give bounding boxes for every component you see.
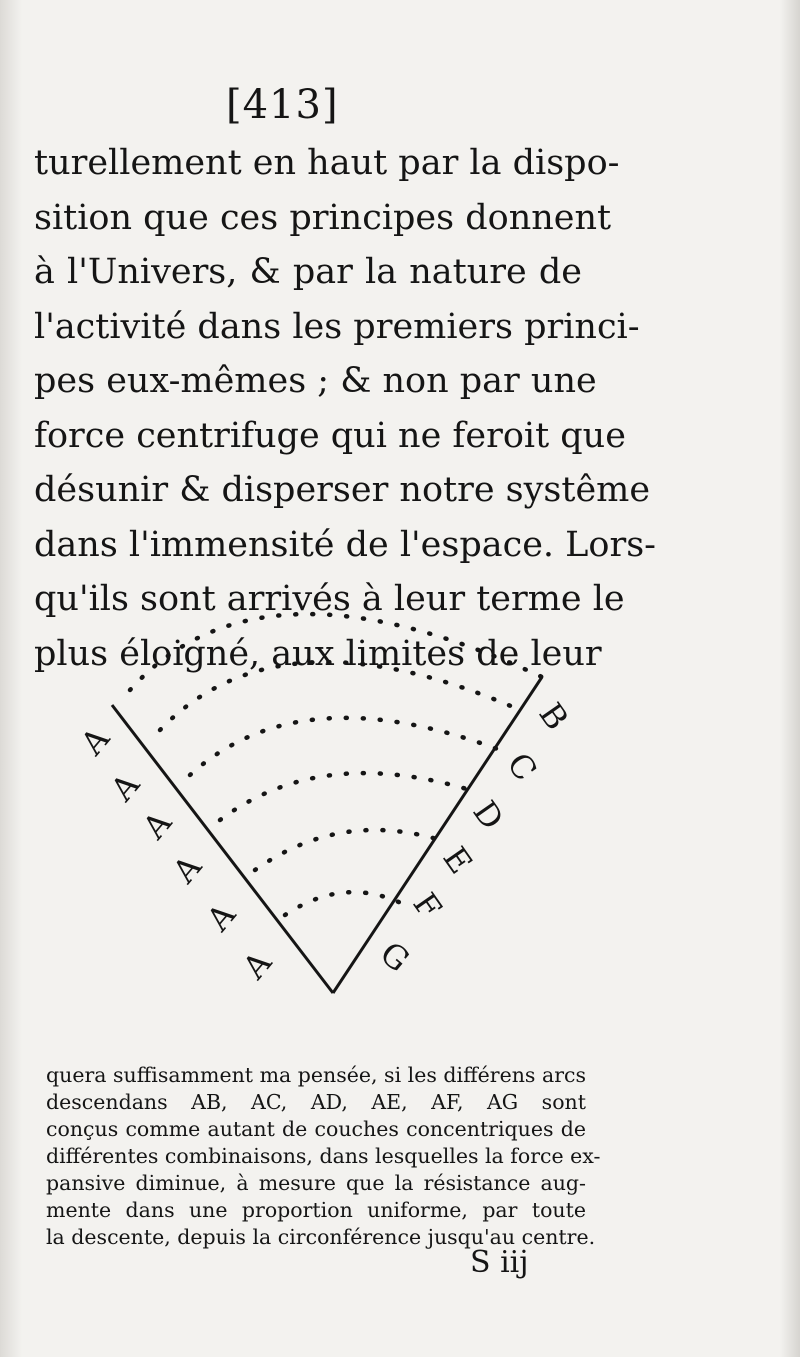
arc-ab: [130, 614, 542, 690]
right-edge-line: [333, 677, 545, 993]
label-a-3: A: [135, 804, 179, 847]
footnote-line: mente dans une proportion uniforme, par toute: [46, 1198, 586, 1222]
page-edge-left: [0, 0, 22, 1357]
label-b: B: [531, 695, 577, 737]
footnote-line: pansive diminue, à mesure que la résistance aug-: [46, 1171, 586, 1195]
concentric-arcs-figure: [73, 585, 600, 1005]
left-edge-line: [112, 705, 333, 993]
body-line: à l'Univers, & par la nature de: [34, 252, 582, 292]
label-a-2: A: [103, 766, 147, 809]
body-line: pes eux-mêmes ; & non par une: [34, 361, 597, 401]
label-g: G: [372, 934, 417, 980]
label-a-5: A: [199, 896, 243, 939]
label-e: E: [435, 839, 480, 881]
label-f: F: [405, 885, 450, 926]
footnote-line: la descente, depuis la circonférence jusqu'au centre.: [46, 1225, 596, 1249]
page-number: [413]: [226, 82, 339, 128]
body-line: dans l'immensité de l'espace. Lors-: [34, 524, 657, 565]
label-a-1: A: [73, 720, 117, 763]
arc-af: [255, 830, 440, 870]
arc-ae: [220, 773, 470, 820]
body-line: turellement en haut par la dispo-: [34, 143, 620, 183]
body-line: désunir & disperser notre systême: [34, 470, 651, 510]
body-line: plus éloigné, aux limites de leur: [34, 633, 602, 674]
footnote-line: quera suffisamment ma pensée, si les différens arcs: [46, 1063, 586, 1087]
label-a-4: A: [165, 848, 209, 891]
body-line: sition que ces principes donnent: [34, 197, 612, 238]
label-c: C: [499, 745, 545, 788]
footnote-text: [46, 1062, 601, 1251]
footnote-line: descendans AB, AC, AD, AE, AF, AG sont: [46, 1090, 586, 1114]
body-line: force centrifuge qui ne feroit que: [34, 415, 626, 456]
footnote-line: différentes combinaisons, dans lesquelles la force ex-: [46, 1144, 601, 1168]
label-d: D: [465, 793, 512, 837]
arc-ac: [160, 662, 520, 730]
body-line: qu'ils sont arrivés à leur terme le: [34, 579, 625, 619]
figure-svg: [73, 585, 600, 1005]
footnote-line: conçus comme autant de couches concentriques de: [46, 1117, 586, 1141]
signature-mark: S iij: [470, 1245, 529, 1280]
body-line: l'activité dans les premiers princi-: [34, 306, 640, 347]
label-a-6: A: [235, 944, 279, 987]
page-edge-right: [780, 0, 800, 1357]
arc-ad: [190, 718, 500, 775]
